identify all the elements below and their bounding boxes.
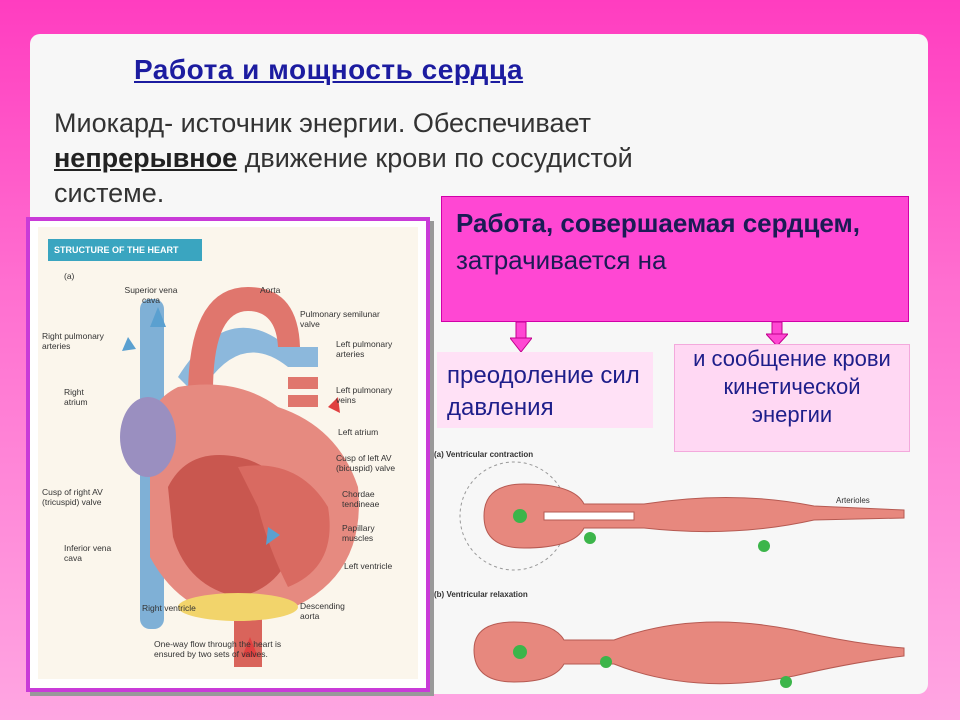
- label-descending-aorta: Descending aorta: [300, 601, 345, 621]
- work-box: [441, 196, 909, 322]
- label-chordae: Chordae tendineae: [342, 489, 380, 509]
- label-left-ventricle: Left ventricle: [344, 561, 393, 571]
- kinetic-energy-text: и сообщение крови кинетической энергии: [693, 346, 891, 427]
- heart-illustration: [38, 227, 418, 679]
- down-arrow-right-icon: [766, 322, 788, 346]
- label-pulmonary-valve: Pulmonary semilunar valve: [300, 309, 380, 329]
- intro-line1: Миокард- источник энергии. Обеспечивает: [54, 108, 591, 138]
- vessel-contraction-drawing: [434, 460, 914, 586]
- heart-illustration-frame: [26, 217, 430, 692]
- work-box-normal: затрачивается на: [456, 245, 667, 275]
- vessel-relaxation-title: (b) Ventricular relaxation: [434, 590, 528, 599]
- kinetic-energy-box: [674, 344, 910, 452]
- label-superior-vena-cava: Superior vena cava: [124, 285, 178, 305]
- vessel-contraction-title: (a) Ventricular contraction: [434, 450, 534, 459]
- slide: [30, 34, 928, 694]
- heart-panel-label: (a): [64, 271, 75, 281]
- label-left-atrium: Left atrium: [338, 427, 379, 437]
- slide-title: Работа и мощность сердца: [134, 54, 524, 85]
- label-cusp-right-av: Cusp of right AV (tricuspid) valve: [42, 487, 103, 507]
- label-right-pulmonary-arteries: Right pulmonary arteries: [42, 331, 104, 351]
- label-left-pulmonary-veins: Left pulmonary veins: [336, 385, 393, 405]
- label-right-atrium: Right atrium: [64, 387, 88, 407]
- pressure-box: преодоление сил давления: [437, 352, 653, 428]
- heart-caption: One-way flow through the heart is ensured by two sets of valves.: [154, 639, 282, 659]
- intro-line3: системе.: [54, 178, 165, 208]
- down-arrow-left-icon: [510, 322, 532, 352]
- vessel-relaxation-drawing: [434, 600, 914, 694]
- label-left-pulmonary-arteries: Left pulmonary arteries: [336, 339, 393, 359]
- intro-bold-word: непрерывное: [54, 143, 238, 173]
- arterioles-label: Arterioles: [836, 496, 870, 505]
- work-box-bold: Работа, совершаемая сердцем,: [456, 208, 860, 238]
- label-cusp-left-av: Cusp of left AV (bicuspid) valve: [336, 453, 396, 473]
- heart-header: STRUCTURE OF THE HEART: [48, 239, 202, 261]
- label-right-ventricle: Right ventricle: [142, 603, 196, 613]
- work-box-text: [456, 205, 896, 279]
- label-inferior-vena-cava: Inferior vena cava: [64, 543, 112, 563]
- label-papillary: Papillary muscles: [342, 523, 375, 543]
- intro-line2-rest: движение крови по сосудистой: [237, 143, 633, 173]
- label-aorta: Aorta: [260, 285, 281, 295]
